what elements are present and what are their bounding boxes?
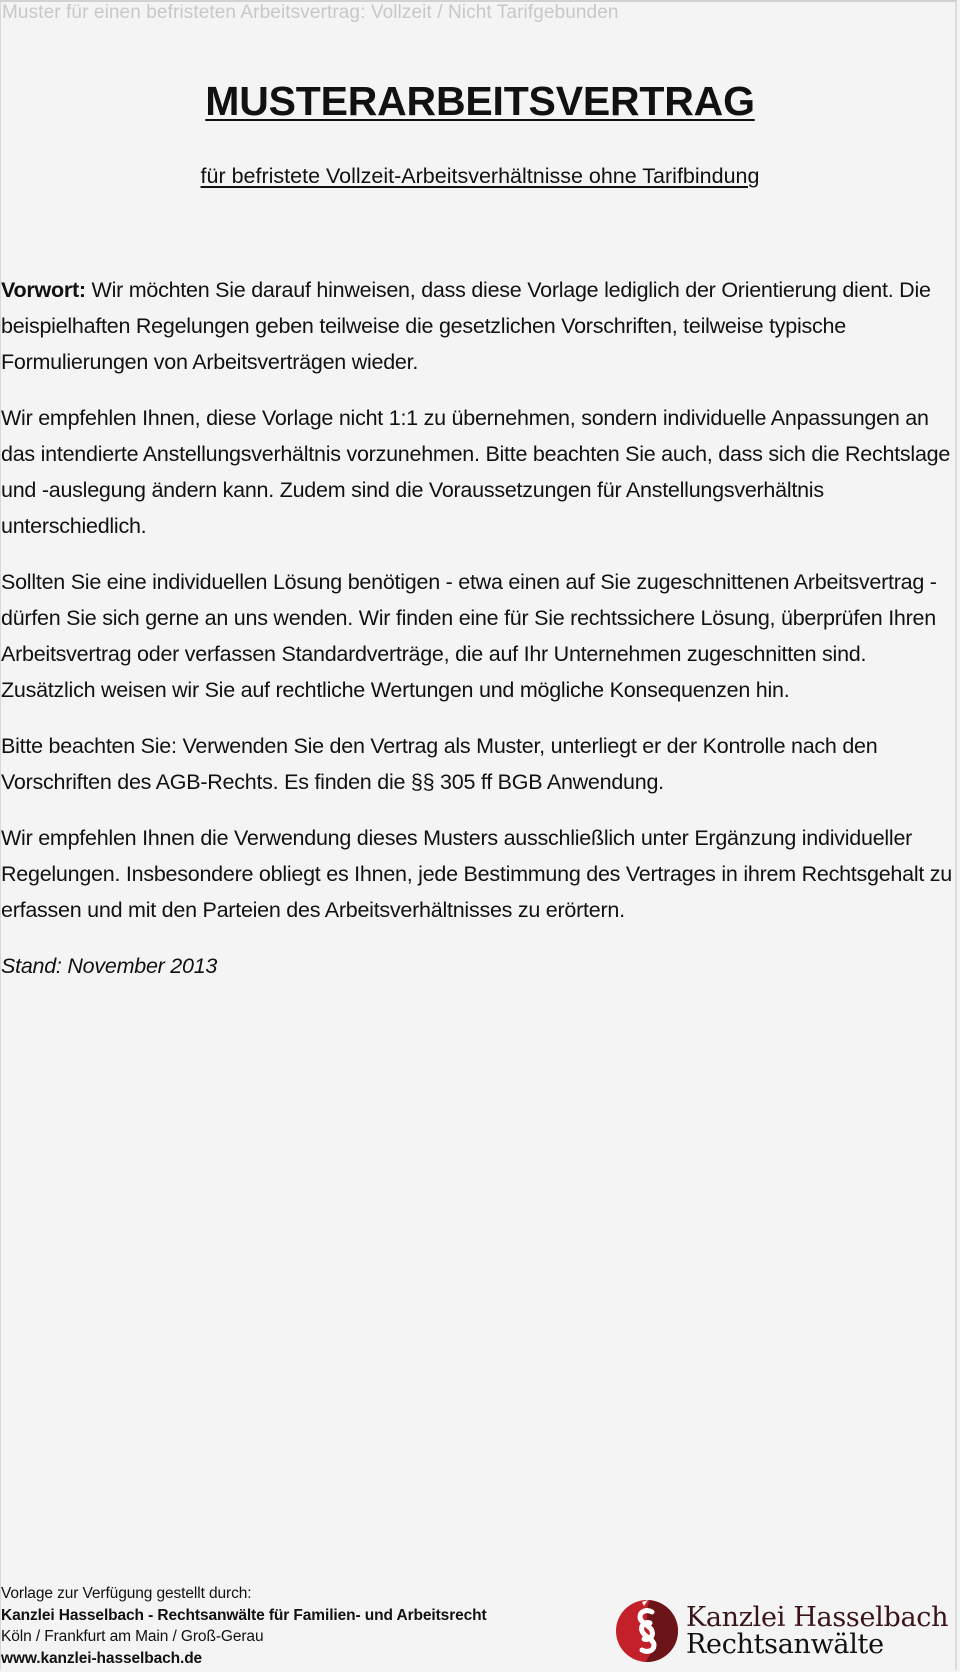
vorwort-label: Vorwort:: [1, 278, 86, 302]
logo-text: [686, 1604, 948, 1658]
paragraph-seal-icon: [614, 1598, 680, 1664]
paragraph-usage-advice: Wir empfehlen Ihnen die Verwendung dieses Musters ausschließlich unter Ergänzung individueller Regelungen. Insbesondere obliegt es Ihnen, jede Bestimmung des Vertrages in ihrem Rechtsgehalt zu erfassen und mit den Parteien des Arbeitsverhältnisses zu erörtern.: [1, 826, 953, 922]
document-header-note: Muster für einen befristeten Arbeitsvertrag: Vollzeit / Nicht Tarifgebunden: [2, 2, 619, 23]
logo-firm-subtitle: Rechtsanwälte: [686, 1629, 884, 1660]
paragraph-recommendation: Wir empfehlen Ihnen, diese Vorlage nicht 1:1 zu übernehmen, sondern individuelle Anpassungen an das intendierte Anstellungsverhältnis vorzunehmen. Bitte beachten Sie auch, dass sich die Rechtslage und -auslegung ändern kann. Zudem sind die Voraussetzungen für Anstellungsverhältnis unterschiedlich.: [1, 406, 951, 538]
document-body: [1, 272, 959, 1004]
logo-firm-name: Kanzlei Hasselbach: [686, 1602, 949, 1633]
vorwort-text: Wir möchten Sie darauf hinweisen, dass diese Vorlage lediglich der Orientierung dient. Die beispielhaften Regelungen geben teilweise die gesetzlichen Vorschriften, teilweise typische Formulierungen von Arbeitsverträgen wieder.: [1, 278, 931, 374]
paragraph-individual-solution: Sollten Sie eine individuellen Lösung benötigen - etwa einen auf Sie zugeschnittenen Arbeitsvertrag - dürfen Sie sich gerne an uns wenden. Wir finden eine für Sie rechtssichere Lösung, überprüfen Ihren Arbeitsvertrag oder verfassen Standardverträge, die auf Ihr Unternehmen zugeschnitten sind. Zusätzlich weisen wir Sie auf rechtliche Wertungen und mögliche Konsequenzen hin.: [1, 570, 937, 702]
vorwort-paragraph: [1, 272, 959, 380]
document-title-text: MUSTERARBEITSVERTRAG: [205, 78, 755, 124]
footer-firm-name: Kanzlei Hasselbach - Rechtsanwälte für Familien- und Arbeitsrecht: [1, 1606, 487, 1624]
paragraph-agb-notice: Bitte beachten Sie: Verwenden Sie den Vertrag als Muster, unterliegt er der Kontrolle nach den Vorschriften des AGB-Rechts. Es finden die §§ 305 ff BGB Anwendung.: [1, 734, 878, 794]
document-title: [0, 76, 960, 126]
footer-locations: Köln / Frankfurt am Main / Groß-Gerau: [1, 1628, 264, 1645]
footer-website-link[interactable]: www.kanzlei-hasselbach.de: [1, 1649, 203, 1667]
document-subtitle-text: für befristete Vollzeit-Arbeitsverhältnisse ohne Tarifbindung: [200, 164, 760, 188]
footer-credits: [1, 1583, 487, 1669]
document-subtitle: [0, 162, 960, 190]
footer-provided-by: Vorlage zur Verfügung gestellt durch:: [1, 1585, 252, 1602]
stand-date: Stand: November 2013: [1, 954, 218, 978]
firm-logo: [614, 1598, 948, 1664]
